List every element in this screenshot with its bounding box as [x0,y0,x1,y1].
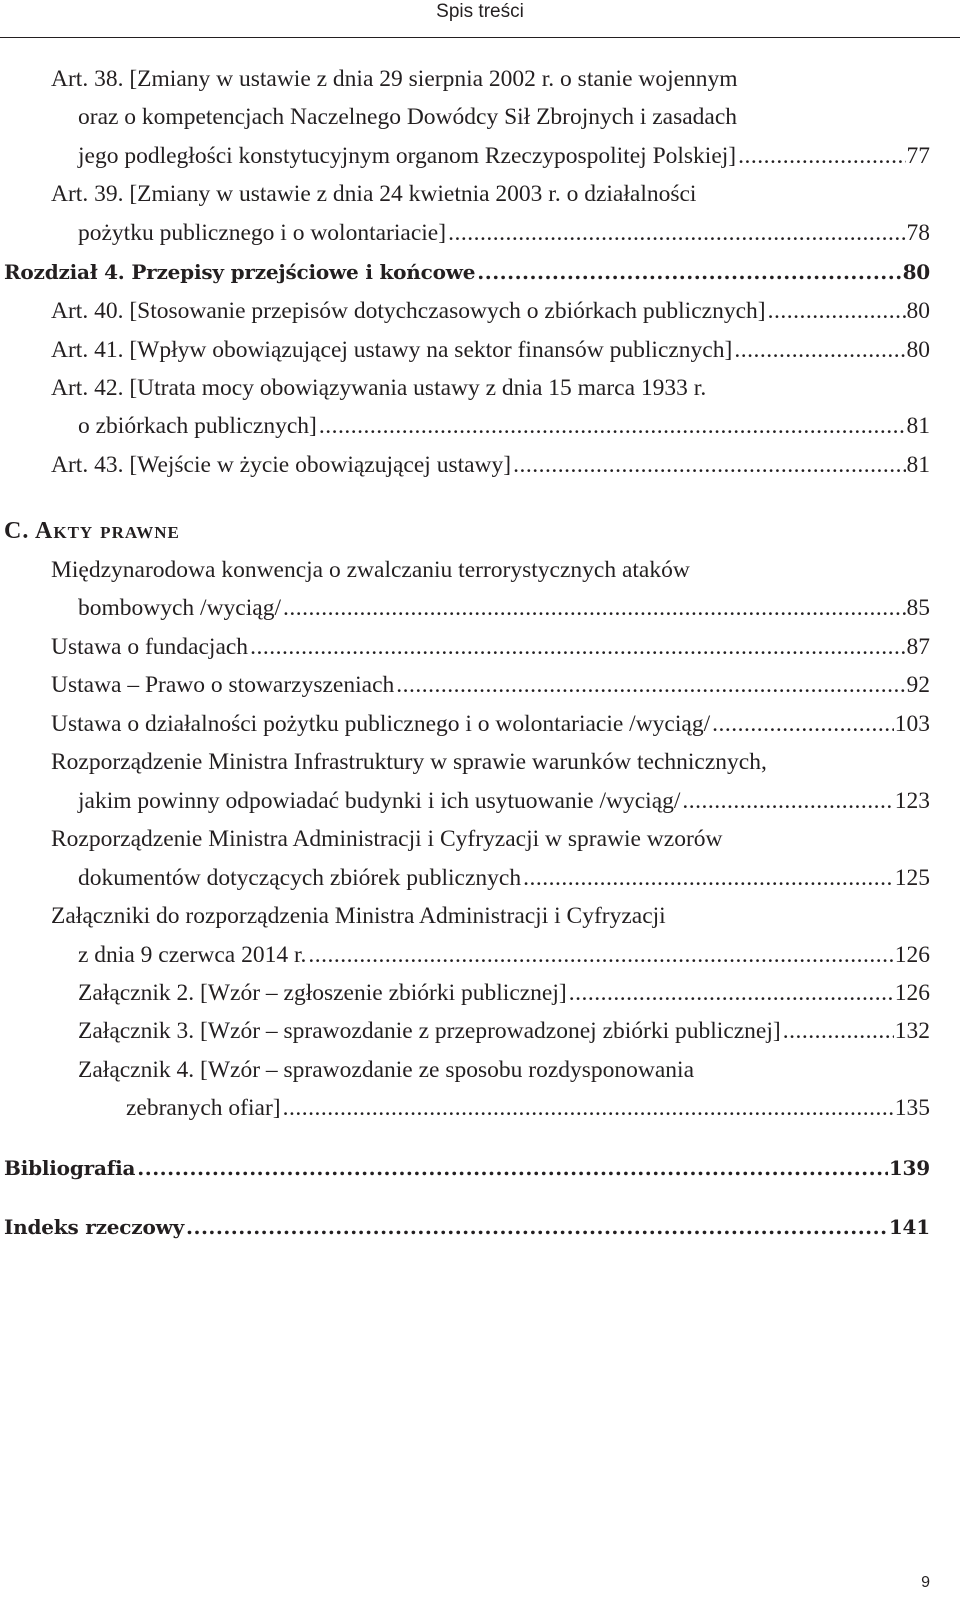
toc-entry-title: Załączniki do rozporządzenia Ministra Administracji i Cyfryzacji [51,903,666,929]
toc-page-number: 80 [906,298,930,324]
toc-bibliografia[interactable] [4,1156,930,1180]
toc-page-number: 139 [888,1156,930,1180]
toc-entry-art-40[interactable] [51,298,930,325]
toc-entry-rozp-administracji-cont[interactable] [78,865,930,892]
toc-page-number: 123 [894,788,930,814]
toc-entry-rozp-administracji[interactable] [51,826,723,853]
toc-entry-pozytek[interactable] [51,711,930,738]
toc-entry-title: Załącznik 3. [Wzór – sprawozdanie z przeprowadzonej zbiórki publicznej] [78,1018,781,1044]
toc-page-number: 87 [906,634,930,660]
toc-page-number: 80 [902,260,930,284]
toc-entry-title: o zbiórkach publicznych] [78,413,317,439]
toc-indeks[interactable] [4,1215,930,1239]
header-rule [0,37,960,38]
toc-page-number: 81 [906,413,930,439]
toc-entry-zalacznik-2[interactable] [78,980,930,1007]
toc-entry-art-41[interactable] [51,337,930,364]
toc-entry-art-38[interactable] [51,66,738,93]
toc-page-number: 135 [894,1095,930,1121]
dot-leader [734,337,905,364]
toc-entry-title: Międzynarodowa konwencja o zwalczaniu terrorystycznych ataków [51,557,690,583]
page-header [0,0,960,38]
dot-leader [319,413,906,440]
toc-entry-art-42-cont[interactable] [78,413,930,440]
dot-leader [523,865,894,892]
dot-leader [477,260,901,284]
dot-leader [283,595,906,622]
dot-leader [396,672,905,699]
toc-entry-konwencja-cont[interactable] [78,595,930,622]
toc-page-number: 103 [894,711,930,737]
dot-leader [768,298,906,325]
toc-entry-title: Załącznik 4. [Wzór – sprawozdanie ze sposobu rozdysponowania [78,1057,695,1083]
dot-leader [448,220,905,247]
toc-entry-title: Ustawa o działalności pożytku publicznego i o wolontariacie /wyciąg/ [51,711,711,737]
dot-leader [569,980,894,1007]
toc-entry-title: oraz o kompetencjach Naczelnego Dowódcy Sił Zbrojnych i zasadach [78,104,738,130]
page-number: 9 [921,1574,930,1591]
toc-entry-title: Art. 42. [Utrata mocy obowiązywania ustawy z dnia 15 marca 1933 r. [51,375,707,401]
toc-entry-title: Art. 39. [Zmiany w ustawie z dnia 24 kwietnia 2003 r. o działalności [51,181,697,207]
toc-entry-title: bombowych /wyciąg/ [78,595,281,621]
dot-leader [783,1018,894,1045]
toc-page-number: 92 [906,672,930,698]
dot-leader [682,788,893,815]
toc-entry-fundacje[interactable] [51,634,930,661]
toc-entry-zalacznik-3[interactable] [78,1018,930,1045]
toc-entry-title: Art. 41. [Wpływ obowiązującej ustawy na sektor finansów publicznych] [51,337,733,363]
toc-entry-art-38-cont[interactable] [78,143,930,170]
toc-entry-title: zebranych ofiar] [126,1095,281,1121]
toc-entry-title: dokumentów dotyczących zbiórek publicznych [78,865,522,891]
toc-entry-title: Rozporządzenie Ministra Infrastruktury w sprawie warunków technicznych, [51,749,767,775]
toc-section-c[interactable] [4,518,180,545]
toc-entry-zalacznik-4[interactable] [78,1057,694,1084]
toc-entry-rozp-infrastruktury-cont[interactable] [78,788,930,815]
toc-entry-title: pożytku publicznego i o wolontariacie] [78,220,447,246]
dot-leader [738,143,905,170]
toc-entry-title: jakim powinny odpowiadać budynki i ich usytuowanie /wyciąg/ [78,788,681,814]
toc-entry-title: Załącznik 2. [Wzór – zgłoszenie zbiórki publicznej] [78,980,567,1006]
toc-entry-title: Ustawa o fundacjach [51,634,249,660]
toc-page-number: 80 [906,337,930,363]
toc-entry-title: jego podległości konstytucyjnym organom Rzeczypospolitej Polskiej] [78,143,737,169]
toc-entry-zalaczniki[interactable] [51,903,666,930]
dot-leader [283,1095,894,1122]
toc-chapter-title: Rozdział 4. Przepisy przejściowe i końcowe [4,260,476,284]
toc-page-number: 126 [894,980,930,1006]
toc-page-number: 81 [906,452,930,478]
dot-leader [712,711,894,738]
dot-leader [250,634,905,661]
toc-entry-title: Ustawa – Prawo o stowarzyszeniach [51,672,395,698]
toc-entry-art-42[interactable] [51,375,706,402]
dot-leader [186,1215,888,1239]
toc-entry-rozp-infrastruktury[interactable] [51,749,767,776]
toc-entry-title: Art. 43. [Wejście w życie obowiązującej ustawy] [51,452,512,478]
toc-entry-stowarzyszenia[interactable] [51,672,930,699]
toc-entry-konwencja[interactable] [51,557,690,584]
toc-entry-title: Art. 38. [Zmiany w ustawie z dnia 29 sierpnia 2002 r. o stanie wojennym [51,66,738,92]
toc-page-number: 77 [906,143,930,169]
dot-leader [137,1156,888,1180]
toc-entry-art-43[interactable] [51,452,930,479]
toc-chapter-title: Bibliografia [4,1156,136,1180]
toc-entry-title: Art. 40. [Stosowanie przepisów dotychczasowych o zbiórkach publicznych] [51,298,766,324]
toc-page-number: 78 [906,220,930,246]
toc-page-number: 132 [894,1018,930,1044]
toc-entry-zalacznik-4-cont[interactable] [126,1095,930,1122]
running-header-title: Spis treści [436,1,524,22]
toc-entry-title: Rozporządzenie Ministra Administracji i Cyfryzacji w sprawie wzorów [51,826,723,852]
toc-entry-art-39-cont[interactable] [78,220,930,247]
toc-page-number: 85 [906,595,930,621]
toc-section-title: C. Akty prawne [4,518,180,544]
toc-entry-art-38-cont[interactable] [78,104,737,131]
toc-page-number: 126 [894,942,930,968]
dot-leader [513,452,905,479]
toc-page-number: 141 [888,1215,930,1239]
dot-leader [308,942,893,969]
toc-entry-art-39[interactable] [51,181,696,208]
toc-entry-zalaczniki-cont[interactable] [78,942,930,969]
toc-chapter-title: Indeks rzeczowy [4,1215,185,1239]
toc-chapter-4[interactable] [4,260,930,284]
toc-entry-title: z dnia 9 czerwca 2014 r. [78,942,307,968]
toc-page-number: 125 [894,865,930,891]
